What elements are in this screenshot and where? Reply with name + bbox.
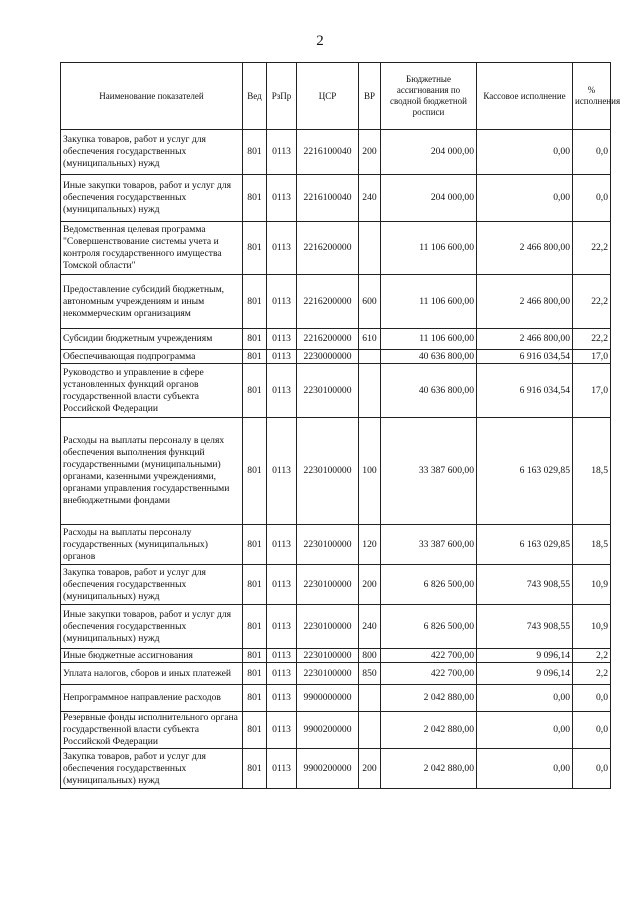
row-csr: 2216200000 (297, 222, 359, 275)
table-row (61, 525, 611, 565)
row-vr (359, 350, 381, 364)
row-csr: 2230000000 (297, 350, 359, 364)
row-vr: 200 (359, 565, 381, 605)
row-cash-execution: 0,00 (477, 130, 573, 175)
row-name: Субсидии бюджетным учреждениям (61, 329, 243, 350)
row-rzpr: 0113 (267, 749, 297, 789)
row-percent: 17,0 (573, 350, 611, 364)
table-row (61, 275, 611, 329)
row-percent: 22,2 (573, 222, 611, 275)
row-cash-execution: 743 908,55 (477, 605, 573, 649)
row-vr: 800 (359, 649, 381, 663)
header-percent: % исполнения (573, 63, 611, 130)
row-name: Ведомственная целевая программа "Совершенствование системы учета и контроля государственного имущества Томской области" (61, 222, 243, 275)
row-name: Расходы на выплаты персоналу в целях обеспечения выполнения функций государственными (муниципальными) органами, казенными учреждениями, органами управления государственными внебюджетными фондами (61, 418, 243, 525)
row-rzpr: 0113 (267, 175, 297, 222)
row-name: Обеспечивающая подпрограмма (61, 350, 243, 364)
row-assignment: 2 042 880,00 (381, 749, 477, 789)
row-name: Иные закупки товаров, работ и услуг для обеспечения государственных (муниципальных) нужд (61, 175, 243, 222)
row-ved: 801 (243, 749, 267, 789)
budget-execution-table (60, 62, 621, 789)
row-csr: 2230100000 (297, 525, 359, 565)
row-ved: 801 (243, 685, 267, 712)
row-csr: 2216200000 (297, 275, 359, 329)
row-assignment: 33 387 600,00 (381, 418, 477, 525)
row-rzpr: 0113 (267, 685, 297, 712)
row-ved: 801 (243, 605, 267, 649)
header-assignments: Бюджетные ассигнования по сводной бюджетной росписи (381, 63, 477, 130)
row-cash-execution: 6 163 029,85 (477, 525, 573, 565)
row-percent: 0,0 (573, 175, 611, 222)
row-csr: 9900200000 (297, 749, 359, 789)
row-ved: 801 (243, 350, 267, 364)
row-csr: 2230100000 (297, 418, 359, 525)
row-assignment: 204 000,00 (381, 175, 477, 222)
table-row (61, 418, 611, 525)
table-row (61, 749, 611, 789)
row-rzpr: 0113 (267, 525, 297, 565)
row-assignment: 6 826 500,00 (381, 565, 477, 605)
row-vr: 850 (359, 663, 381, 685)
row-vr (359, 712, 381, 749)
row-rzpr: 0113 (267, 712, 297, 749)
row-name: Руководство и управление в сфере установленных функций органов государственной власти субъекта Российской Федерации (61, 364, 243, 418)
row-percent: 18,5 (573, 418, 611, 525)
row-rzpr: 0113 (267, 663, 297, 685)
row-ved: 801 (243, 130, 267, 175)
row-assignment: 422 700,00 (381, 663, 477, 685)
row-ved: 801 (243, 525, 267, 565)
row-ved: 801 (243, 275, 267, 329)
header-cash-execution: Кассовое исполнение (477, 63, 573, 130)
page-number: 2 (316, 33, 324, 49)
row-percent: 0,0 (573, 712, 611, 749)
row-name: Иные закупки товаров, работ и услуг для обеспечения государственных (муниципальных) нужд (61, 605, 243, 649)
row-cash-execution: 6 163 029,85 (477, 418, 573, 525)
table-row (61, 175, 611, 222)
row-cash-execution: 0,00 (477, 685, 573, 712)
row-vr: 120 (359, 525, 381, 565)
row-rzpr: 0113 (267, 605, 297, 649)
row-assignment: 2 042 880,00 (381, 712, 477, 749)
row-ved: 801 (243, 712, 267, 749)
row-vr: 200 (359, 130, 381, 175)
row-cash-execution: 6 916 034,54 (477, 350, 573, 364)
row-name: Закупка товаров, работ и услуг для обеспечения государственных (муниципальных) нужд (61, 130, 243, 175)
row-cash-execution: 2 466 800,00 (477, 329, 573, 350)
row-percent: 2,2 (573, 649, 611, 663)
row-assignment: 422 700,00 (381, 649, 477, 663)
row-cash-execution: 0,00 (477, 749, 573, 789)
row-csr: 2216200000 (297, 329, 359, 350)
row-vr: 600 (359, 275, 381, 329)
row-cash-execution: 0,00 (477, 175, 573, 222)
row-csr: 9900200000 (297, 712, 359, 749)
table-row (61, 350, 611, 364)
table-row (61, 685, 611, 712)
table-row (61, 364, 611, 418)
row-assignment: 6 826 500,00 (381, 605, 477, 649)
row-rzpr: 0113 (267, 565, 297, 605)
row-ved: 801 (243, 329, 267, 350)
header-vr: ВР (359, 63, 381, 130)
row-rzpr: 0113 (267, 222, 297, 275)
row-percent: 10,9 (573, 605, 611, 649)
row-assignment: 2 042 880,00 (381, 685, 477, 712)
row-cash-execution: 9 096,14 (477, 663, 573, 685)
row-rzpr: 0113 (267, 130, 297, 175)
row-ved: 801 (243, 175, 267, 222)
row-percent: 0,0 (573, 749, 611, 789)
row-vr (359, 685, 381, 712)
row-assignment: 33 387 600,00 (381, 525, 477, 565)
row-percent: 22,2 (573, 329, 611, 350)
row-name: Резервные фонды исполнительного органа государственной власти субъекта Российской Федерации (61, 712, 243, 749)
row-assignment: 11 106 600,00 (381, 329, 477, 350)
row-percent: 22,2 (573, 275, 611, 329)
row-csr: 2230100000 (297, 364, 359, 418)
row-rzpr: 0113 (267, 418, 297, 525)
row-name: Непрограммное направление расходов (61, 685, 243, 712)
table-row (61, 663, 611, 685)
row-rzpr: 0113 (267, 275, 297, 329)
row-ved: 801 (243, 649, 267, 663)
table-header-row (61, 63, 611, 130)
row-vr: 610 (359, 329, 381, 350)
row-vr (359, 222, 381, 275)
row-cash-execution: 0,00 (477, 712, 573, 749)
row-percent: 0,0 (573, 685, 611, 712)
row-name: Закупка товаров, работ и услуг для обеспечения государственных (муниципальных) нужд (61, 749, 243, 789)
row-vr: 200 (359, 749, 381, 789)
row-csr: 2230100000 (297, 663, 359, 685)
table-row (61, 649, 611, 663)
row-vr (359, 364, 381, 418)
table-row (61, 712, 611, 749)
table-row (61, 605, 611, 649)
row-ved: 801 (243, 222, 267, 275)
row-assignment: 204 000,00 (381, 130, 477, 175)
row-assignment: 11 106 600,00 (381, 275, 477, 329)
row-cash-execution: 2 466 800,00 (477, 222, 573, 275)
row-csr: 2216100040 (297, 175, 359, 222)
row-cash-execution: 743 908,55 (477, 565, 573, 605)
row-percent: 10,9 (573, 565, 611, 605)
row-name: Иные бюджетные ассигнования (61, 649, 243, 663)
table-row (61, 222, 611, 275)
row-name: Расходы на выплаты персоналу государственных (муниципальных) органов (61, 525, 243, 565)
row-csr: 2230100000 (297, 565, 359, 605)
row-csr: 2230100000 (297, 605, 359, 649)
row-csr: 2216100040 (297, 130, 359, 175)
row-vr: 240 (359, 605, 381, 649)
row-assignment: 11 106 600,00 (381, 222, 477, 275)
row-ved: 801 (243, 418, 267, 525)
row-assignment: 40 636 800,00 (381, 364, 477, 418)
row-csr: 9900000000 (297, 685, 359, 712)
table-row (61, 130, 611, 175)
row-vr: 240 (359, 175, 381, 222)
row-rzpr: 0113 (267, 329, 297, 350)
row-percent: 0,0 (573, 130, 611, 175)
row-vr: 100 (359, 418, 381, 525)
table-row (61, 565, 611, 605)
row-percent: 2,2 (573, 663, 611, 685)
row-ved: 801 (243, 364, 267, 418)
row-percent: 17,0 (573, 364, 611, 418)
row-rzpr: 0113 (267, 649, 297, 663)
header-name: Наименование показателей (61, 63, 243, 130)
row-cash-execution: 2 466 800,00 (477, 275, 573, 329)
row-cash-execution: 6 916 034,54 (477, 364, 573, 418)
header-csr: ЦСР (297, 63, 359, 130)
row-ved: 801 (243, 565, 267, 605)
row-rzpr: 0113 (267, 364, 297, 418)
row-rzpr: 0113 (267, 350, 297, 364)
row-name: Закупка товаров, работ и услуг для обеспечения государственных (муниципальных) нужд (61, 565, 243, 605)
row-percent: 18,5 (573, 525, 611, 565)
row-name: Уплата налогов, сборов и иных платежей (61, 663, 243, 685)
table-row (61, 329, 611, 350)
row-csr: 2230100000 (297, 649, 359, 663)
row-assignment: 40 636 800,00 (381, 350, 477, 364)
row-cash-execution: 9 096,14 (477, 649, 573, 663)
row-name: Предоставление субсидий бюджетным, автономным учреждениям и иным некоммерческим организациям (61, 275, 243, 329)
header-rzpr: РзПр (267, 63, 297, 130)
row-ved: 801 (243, 663, 267, 685)
header-ved: Вед (243, 63, 267, 130)
